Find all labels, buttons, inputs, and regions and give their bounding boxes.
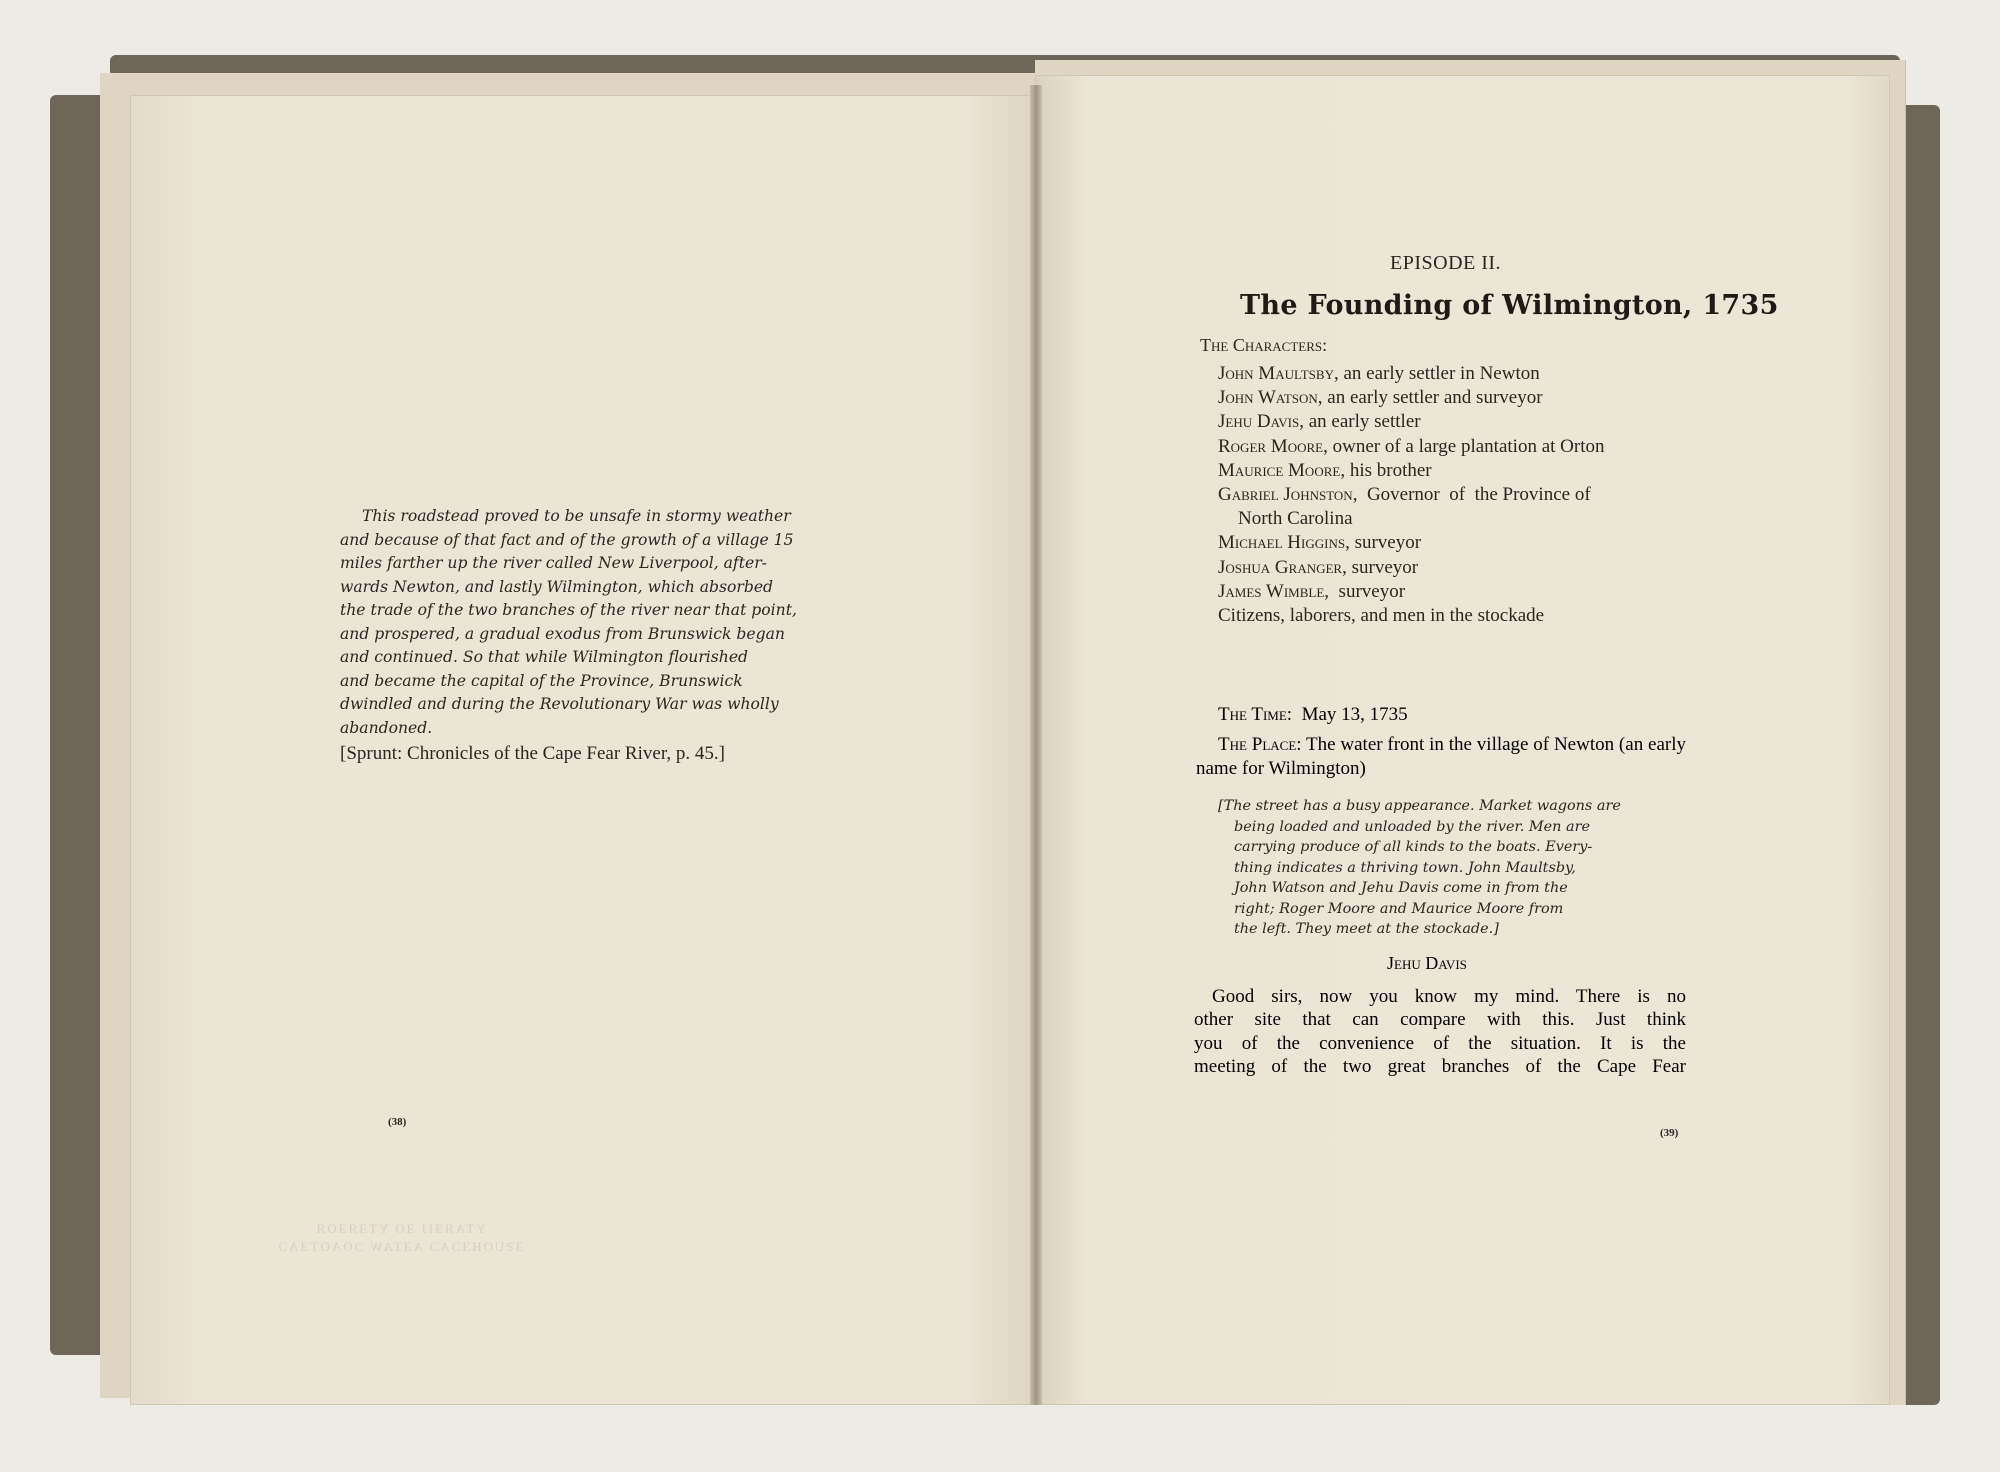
character-description: , surveyor [1324, 580, 1406, 602]
left-page-paragraph [340, 505, 840, 740]
paragraph-line: miles farther up the river called New Liverpool, after- [340, 554, 767, 572]
stage-direction-line: thing indicates a thriving town. John Maultsby, [1234, 859, 1576, 876]
place-value: The water front in the village of Newton (an early name for Wilmington) [1196, 734, 1686, 779]
page-number-right: (39) [1660, 1127, 1679, 1139]
episode-heading: EPISODE II. [1390, 252, 1502, 274]
character-description: , Governor of the Province of [1352, 484, 1591, 506]
stage-direction [1218, 796, 1686, 940]
character-description: , an early settler [1299, 411, 1421, 433]
speech-line: meeting of the two great branches of the Cape Fear [1194, 1056, 1686, 1078]
paragraph-line: and because of that fact and of the growth of a village 15 [340, 530, 794, 549]
speech-line: you of the convenience of the situation. It is the [1194, 1032, 1686, 1054]
bleed-through-line: ƎƧUOHƎƆAƆ AƎTAW ƆOAOTƎAƆ [276, 1239, 524, 1254]
character-description: Citizens, laborers, and men in the stockade [1218, 605, 1545, 627]
character-name: James Wimble [1218, 580, 1325, 602]
character-entry [1218, 531, 1688, 555]
character-description: , surveyor [1342, 556, 1419, 578]
stage-direction-line: the left. They meet at the stockade.] [1234, 921, 1499, 937]
character-entry [1218, 386, 1688, 410]
stage-direction-line: being loaded and unloaded by the river. Men are [1234, 818, 1590, 835]
character-description: , surveyor [1345, 532, 1422, 554]
character-description: , an early settler in Newton [1333, 363, 1540, 384]
paragraph-line: the trade of the two branches of the river near that point, [340, 601, 797, 619]
paragraph-text [340, 505, 840, 740]
paragraph-line: abandoned. [340, 718, 433, 737]
characters-list [1218, 362, 1688, 628]
paragraph-line: wards Newton, and lastly Wilmington, which absorbed [340, 577, 774, 596]
speech-text [1194, 985, 1686, 1079]
speaker-name: Jehu Davis [1387, 953, 1467, 973]
character-entry [1218, 459, 1688, 483]
paragraph-line: and continued. So that while Wilmington flourished [340, 648, 749, 666]
character-name: Jehu Davis [1218, 411, 1300, 433]
bleed-through-stamp [255, 1220, 545, 1256]
character-entry [1218, 580, 1688, 604]
paragraph-line: This roadstead proved to be unsafe in stormy weather [362, 507, 791, 525]
stage-direction-line: right; Roger Moore and Maurice Moore from [1234, 900, 1564, 917]
place-paragraph [1196, 733, 1686, 781]
character-entry [1218, 507, 1688, 531]
speech-line: Good sirs, now you know my mind. There is no [1212, 986, 1686, 1007]
character-name: Joshua Granger [1218, 556, 1343, 578]
characters-heading: The Characters: [1200, 335, 1328, 355]
character-entry [1218, 556, 1688, 580]
character-entry [1218, 435, 1688, 459]
paragraph-line: and became the capital of the Province, Brunswick [340, 671, 743, 690]
character-entry [1218, 410, 1688, 434]
character-description: , owner of a large plantation at Orton [1323, 435, 1605, 457]
time-value: May 13, 1735 [1292, 704, 1408, 725]
character-name: Gabriel Johnston [1218, 484, 1353, 506]
episode-title: The Founding of Wilmington, 1735 [1240, 290, 1779, 321]
paragraph-line: and prospered, a gradual exodus from Brunswick began [340, 624, 785, 643]
character-description: North Carolina [1238, 508, 1353, 530]
character-name: Maurice Moore [1218, 459, 1341, 481]
character-name: Roger Moore [1218, 435, 1324, 457]
character-entry [1218, 483, 1688, 507]
character-entry [1218, 604, 1688, 628]
place-label: The Place: [1218, 734, 1302, 755]
character-name: John Watson [1218, 387, 1318, 409]
time-label: The Time: [1218, 704, 1293, 725]
stage-direction-line: [The street has a busy appearance. Market wagons are [1218, 798, 1621, 814]
bleed-through-line: YTAЯƎIJ ƎO YTƎЯƎOЯ [314, 1221, 486, 1236]
page-number-left: (38) [388, 1116, 407, 1128]
character-entry [1218, 362, 1688, 386]
citation: [Sprunt: Chronicles of the Cape Fear River, p. 45.] [340, 743, 725, 764]
character-description: , an early settler and surveyor [1317, 387, 1543, 409]
book-gutter [1030, 85, 1042, 1405]
paragraph-line: dwindled and during the Revolutionary War was wholly [340, 695, 779, 713]
character-name: John Maultsby [1218, 363, 1334, 384]
time-line [1218, 704, 1408, 726]
stage-direction-line: John Watson and Jehu Davis come in from the [1234, 880, 1568, 896]
stage-direction-line: carrying produce of all kinds to the boats. Every- [1234, 839, 1593, 855]
character-description: , his brother [1340, 459, 1432, 481]
speech-line: other site that can compare with this. Just think [1194, 1009, 1686, 1031]
character-name: Michael Higgins [1218, 532, 1346, 554]
